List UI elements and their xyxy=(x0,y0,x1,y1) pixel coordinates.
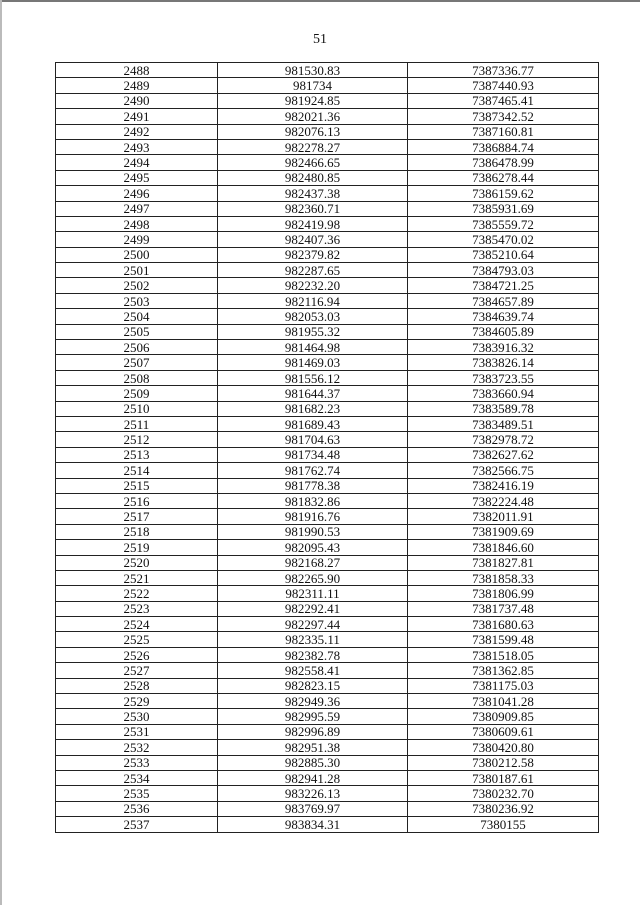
x-coordinate-cell: 983226.13 xyxy=(218,786,408,801)
point-number-cell: 2532 xyxy=(56,740,218,755)
x-coordinate-cell: 982379.82 xyxy=(218,247,408,262)
y-coordinate-cell: 7383589.78 xyxy=(408,401,599,416)
table-row xyxy=(56,170,599,185)
point-number-cell: 2522 xyxy=(56,586,218,601)
y-coordinate-cell: 7381846.60 xyxy=(408,540,599,555)
point-number-cell: 2503 xyxy=(56,293,218,308)
point-number-cell: 2516 xyxy=(56,493,218,508)
x-coordinate-cell: 981556.12 xyxy=(218,370,408,385)
table-row xyxy=(56,770,599,785)
x-coordinate-cell: 982995.59 xyxy=(218,709,408,724)
table-row xyxy=(56,416,599,431)
point-number-cell: 2517 xyxy=(56,509,218,524)
y-coordinate-cell: 7382566.75 xyxy=(408,463,599,478)
table-row xyxy=(56,663,599,678)
table-row xyxy=(56,355,599,370)
y-coordinate-cell: 7382224.48 xyxy=(408,493,599,508)
y-coordinate-cell: 7385931.69 xyxy=(408,201,599,216)
x-coordinate-cell: 981734.48 xyxy=(218,447,408,462)
x-coordinate-cell: 982419.98 xyxy=(218,216,408,231)
point-number-cell: 2534 xyxy=(56,770,218,785)
point-number-cell: 2508 xyxy=(56,370,218,385)
point-number-cell: 2525 xyxy=(56,632,218,647)
point-number-cell: 2518 xyxy=(56,524,218,539)
table-row xyxy=(56,570,599,585)
x-coordinate-cell: 982437.38 xyxy=(218,186,408,201)
y-coordinate-cell: 7380232.70 xyxy=(408,786,599,801)
table-row xyxy=(56,232,599,247)
table-row xyxy=(56,755,599,770)
y-coordinate-cell: 7382627.62 xyxy=(408,447,599,462)
point-number-cell: 2505 xyxy=(56,324,218,339)
y-coordinate-cell: 7385470.02 xyxy=(408,232,599,247)
x-coordinate-cell: 981704.63 xyxy=(218,432,408,447)
point-number-cell: 2488 xyxy=(56,63,218,78)
x-coordinate-cell: 982466.65 xyxy=(218,155,408,170)
y-coordinate-cell: 7383916.32 xyxy=(408,340,599,355)
x-coordinate-cell: 981469.03 xyxy=(218,355,408,370)
x-coordinate-cell: 982076.13 xyxy=(218,124,408,139)
table-row xyxy=(56,740,599,755)
x-coordinate-cell: 982480.85 xyxy=(218,170,408,185)
point-number-cell: 2536 xyxy=(56,801,218,816)
x-coordinate-cell: 981832.86 xyxy=(218,493,408,508)
y-coordinate-cell: 7383826.14 xyxy=(408,355,599,370)
y-coordinate-cell: 7381041.28 xyxy=(408,694,599,709)
x-coordinate-cell: 981990.53 xyxy=(218,524,408,539)
point-number-cell: 2535 xyxy=(56,786,218,801)
page-number: 51 xyxy=(313,32,327,47)
x-coordinate-cell: 982941.28 xyxy=(218,770,408,785)
table-row xyxy=(56,78,599,93)
y-coordinate-cell: 7380187.61 xyxy=(408,770,599,785)
x-coordinate-cell: 981762.74 xyxy=(218,463,408,478)
x-coordinate-cell: 982168.27 xyxy=(218,555,408,570)
table-row xyxy=(56,617,599,632)
x-coordinate-cell: 981682.23 xyxy=(218,401,408,416)
point-number-cell: 2504 xyxy=(56,309,218,324)
x-coordinate-cell: 982232.20 xyxy=(218,278,408,293)
table-row xyxy=(56,817,599,832)
y-coordinate-cell: 7386159.62 xyxy=(408,186,599,201)
point-number-cell: 2490 xyxy=(56,93,218,108)
point-number-cell: 2537 xyxy=(56,817,218,832)
table-row xyxy=(56,555,599,570)
point-number-cell: 2524 xyxy=(56,617,218,632)
y-coordinate-cell: 7380609.61 xyxy=(408,724,599,739)
x-coordinate-cell: 982095.43 xyxy=(218,540,408,555)
point-number-cell: 2501 xyxy=(56,263,218,278)
y-coordinate-cell: 7380212.58 xyxy=(408,755,599,770)
y-coordinate-cell: 7384605.89 xyxy=(408,324,599,339)
x-coordinate-cell: 981644.37 xyxy=(218,386,408,401)
x-coordinate-cell: 982292.41 xyxy=(218,601,408,616)
point-number-cell: 2526 xyxy=(56,647,218,662)
table-row xyxy=(56,201,599,216)
table-row xyxy=(56,524,599,539)
y-coordinate-cell: 7381362.85 xyxy=(408,663,599,678)
table-row xyxy=(56,186,599,201)
y-coordinate-cell: 7381858.33 xyxy=(408,570,599,585)
x-coordinate-cell: 983834.31 xyxy=(218,817,408,832)
point-number-cell: 2531 xyxy=(56,724,218,739)
coordinates-table xyxy=(55,62,599,833)
y-coordinate-cell: 7382011.91 xyxy=(408,509,599,524)
table-row xyxy=(56,309,599,324)
table-row xyxy=(56,709,599,724)
point-number-cell: 2506 xyxy=(56,340,218,355)
x-coordinate-cell: 982053.03 xyxy=(218,309,408,324)
x-coordinate-cell: 982287.65 xyxy=(218,263,408,278)
point-number-cell: 2494 xyxy=(56,155,218,170)
x-coordinate-cell: 981464.98 xyxy=(218,340,408,355)
x-coordinate-cell: 982297.44 xyxy=(218,617,408,632)
point-number-cell: 2497 xyxy=(56,201,218,216)
y-coordinate-cell: 7384657.89 xyxy=(408,293,599,308)
table-row xyxy=(56,601,599,616)
y-coordinate-cell: 7387160.81 xyxy=(408,124,599,139)
x-coordinate-cell: 982278.27 xyxy=(218,139,408,154)
x-coordinate-cell: 982949.36 xyxy=(218,694,408,709)
point-number-cell: 2521 xyxy=(56,570,218,585)
y-coordinate-cell: 7381599.48 xyxy=(408,632,599,647)
point-number-cell: 2514 xyxy=(56,463,218,478)
y-coordinate-cell: 7382978.72 xyxy=(408,432,599,447)
y-coordinate-cell: 7383723.55 xyxy=(408,370,599,385)
y-coordinate-cell: 7381175.03 xyxy=(408,678,599,693)
point-number-cell: 2520 xyxy=(56,555,218,570)
point-number-cell: 2509 xyxy=(56,386,218,401)
x-coordinate-cell: 981916.76 xyxy=(218,509,408,524)
table-row xyxy=(56,293,599,308)
table-row xyxy=(56,724,599,739)
point-number-cell: 2519 xyxy=(56,540,218,555)
y-coordinate-cell: 7384639.74 xyxy=(408,309,599,324)
table-row xyxy=(56,155,599,170)
table-row xyxy=(56,432,599,447)
y-coordinate-cell: 7386884.74 xyxy=(408,139,599,154)
table-row xyxy=(56,647,599,662)
point-number-cell: 2496 xyxy=(56,186,218,201)
table-row xyxy=(56,247,599,262)
page-left-border xyxy=(0,0,2,905)
y-coordinate-cell: 7385210.64 xyxy=(408,247,599,262)
point-number-cell: 2507 xyxy=(56,355,218,370)
table-row xyxy=(56,93,599,108)
y-coordinate-cell: 7381827.81 xyxy=(408,555,599,570)
table-row xyxy=(56,263,599,278)
point-number-cell: 2511 xyxy=(56,416,218,431)
x-coordinate-cell: 982265.90 xyxy=(218,570,408,585)
y-coordinate-cell: 7380236.92 xyxy=(408,801,599,816)
table-row xyxy=(56,463,599,478)
table-row xyxy=(56,370,599,385)
point-number-cell: 2492 xyxy=(56,124,218,139)
y-coordinate-cell: 7381737.48 xyxy=(408,601,599,616)
y-coordinate-cell: 7383489.51 xyxy=(408,416,599,431)
point-number-cell: 2513 xyxy=(56,447,218,462)
table-row xyxy=(56,63,599,78)
table-row xyxy=(56,447,599,462)
page-top-border xyxy=(0,0,640,2)
y-coordinate-cell: 7383660.94 xyxy=(408,386,599,401)
point-number-cell: 2523 xyxy=(56,601,218,616)
table-row xyxy=(56,509,599,524)
x-coordinate-cell: 982951.38 xyxy=(218,740,408,755)
y-coordinate-cell: 7380420.80 xyxy=(408,740,599,755)
point-number-cell: 2500 xyxy=(56,247,218,262)
point-number-cell: 2499 xyxy=(56,232,218,247)
table-row xyxy=(56,586,599,601)
x-coordinate-cell: 981955.32 xyxy=(218,324,408,339)
table-row xyxy=(56,386,599,401)
point-number-cell: 2527 xyxy=(56,663,218,678)
table-row xyxy=(56,124,599,139)
y-coordinate-cell: 7387465.41 xyxy=(408,93,599,108)
table-row xyxy=(56,340,599,355)
point-number-cell: 2512 xyxy=(56,432,218,447)
x-coordinate-cell: 982996.89 xyxy=(218,724,408,739)
x-coordinate-cell: 981778.38 xyxy=(218,478,408,493)
y-coordinate-cell: 7384721.25 xyxy=(408,278,599,293)
table-row xyxy=(56,694,599,709)
y-coordinate-cell: 7386278.44 xyxy=(408,170,599,185)
table-row xyxy=(56,109,599,124)
point-number-cell: 2493 xyxy=(56,139,218,154)
point-number-cell: 2515 xyxy=(56,478,218,493)
x-coordinate-cell: 982335.11 xyxy=(218,632,408,647)
table-row xyxy=(56,216,599,231)
x-coordinate-cell: 982885.30 xyxy=(218,755,408,770)
point-number-cell: 2489 xyxy=(56,78,218,93)
x-coordinate-cell: 982823.15 xyxy=(218,678,408,693)
point-number-cell: 2495 xyxy=(56,170,218,185)
y-coordinate-cell: 7381680.63 xyxy=(408,617,599,632)
y-coordinate-cell: 7380155 xyxy=(408,817,599,832)
table-row xyxy=(56,786,599,801)
y-coordinate-cell: 7380909.85 xyxy=(408,709,599,724)
y-coordinate-cell: 7381909.69 xyxy=(408,524,599,539)
table-row xyxy=(56,493,599,508)
y-coordinate-cell: 7381806.99 xyxy=(408,586,599,601)
table-row xyxy=(56,278,599,293)
y-coordinate-cell: 7384793.03 xyxy=(408,263,599,278)
table-row xyxy=(56,324,599,339)
coordinates-table-body xyxy=(56,63,599,833)
x-coordinate-cell: 983769.97 xyxy=(218,801,408,816)
point-number-cell: 2498 xyxy=(56,216,218,231)
table-row xyxy=(56,801,599,816)
x-coordinate-cell: 982116.94 xyxy=(218,293,408,308)
table-row xyxy=(56,678,599,693)
y-coordinate-cell: 7387342.52 xyxy=(408,109,599,124)
table-row xyxy=(56,632,599,647)
x-coordinate-cell: 981924.85 xyxy=(218,93,408,108)
point-number-cell: 2533 xyxy=(56,755,218,770)
x-coordinate-cell: 982021.36 xyxy=(218,109,408,124)
point-number-cell: 2529 xyxy=(56,694,218,709)
table-row xyxy=(56,478,599,493)
x-coordinate-cell: 981530.83 xyxy=(218,63,408,78)
table-row xyxy=(56,401,599,416)
x-coordinate-cell: 982311.11 xyxy=(218,586,408,601)
x-coordinate-cell: 981689.43 xyxy=(218,416,408,431)
point-number-cell: 2491 xyxy=(56,109,218,124)
x-coordinate-cell: 982382.78 xyxy=(218,647,408,662)
point-number-cell: 2530 xyxy=(56,709,218,724)
point-number-cell: 2502 xyxy=(56,278,218,293)
y-coordinate-cell: 7386478.99 xyxy=(408,155,599,170)
table-row xyxy=(56,139,599,154)
x-coordinate-cell: 982558.41 xyxy=(218,663,408,678)
x-coordinate-cell: 982407.36 xyxy=(218,232,408,247)
y-coordinate-cell: 7387336.77 xyxy=(408,63,599,78)
y-coordinate-cell: 7381518.05 xyxy=(408,647,599,662)
y-coordinate-cell: 7387440.93 xyxy=(408,78,599,93)
table-row xyxy=(56,540,599,555)
y-coordinate-cell: 7385559.72 xyxy=(408,216,599,231)
point-number-cell: 2528 xyxy=(56,678,218,693)
y-coordinate-cell: 7382416.19 xyxy=(408,478,599,493)
x-coordinate-cell: 981734 xyxy=(218,78,408,93)
point-number-cell: 2510 xyxy=(56,401,218,416)
x-coordinate-cell: 982360.71 xyxy=(218,201,408,216)
